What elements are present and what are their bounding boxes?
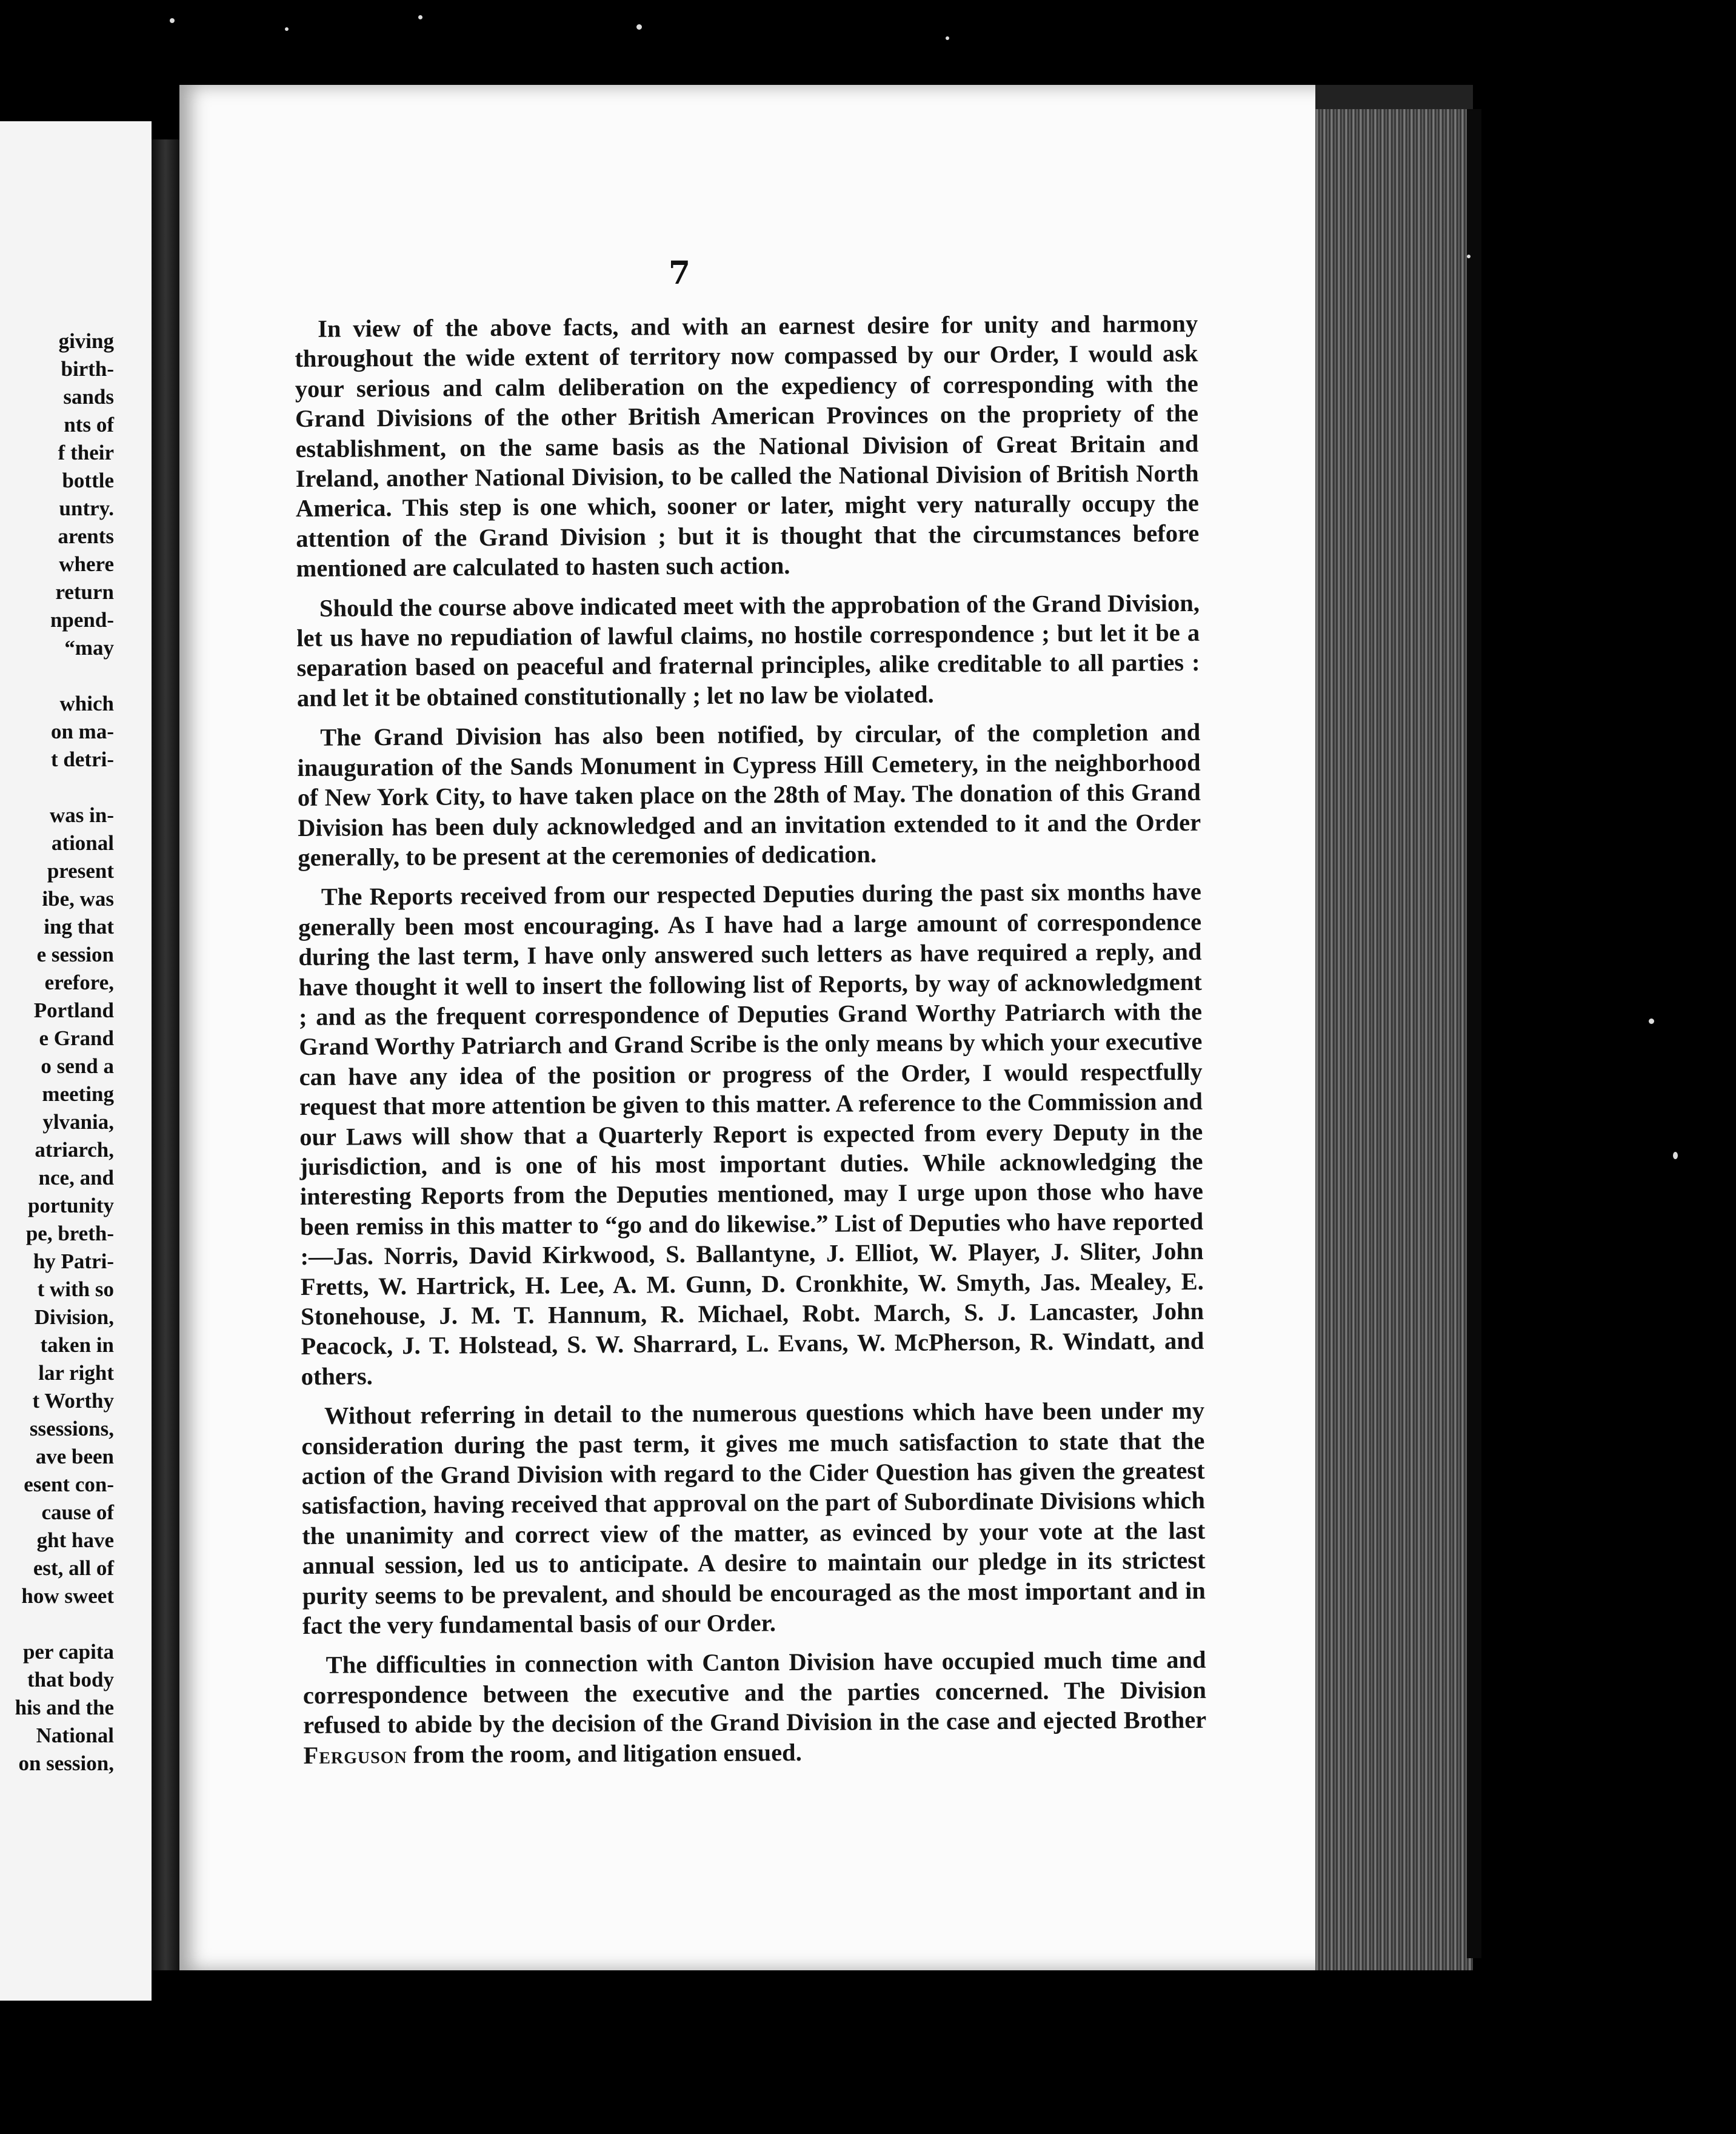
left-page-line: sands [63, 385, 114, 409]
left-page-text-fragments [0, 327, 152, 1778]
left-page-line: Division, [34, 1305, 114, 1329]
left-page-line: ght have [36, 1528, 114, 1552]
left-page-line: pe, breth- [25, 1222, 114, 1245]
left-page-line [0, 774, 152, 801]
left-page-line: where [59, 552, 114, 576]
paragraph-cider-question: Without referring in detail to the numerous questions which have been under my consideration during the past term, it gives me much satisfaction to state that the action of the Grand Division with regard to the Cider Question has given the greatest satisfaction, having received that approval on the part of Subordinate Divisions which the unanimity and correct view of the matter, as evinced by your vote at the last annual session, led us to anticipate. A desire to maintain our pledge in its strictest purity seems to be prevalent, and should be encouraged as the most important and in fact the very fundamental basis of our Order. [301, 1397, 1206, 1640]
scan-speck [285, 27, 289, 31]
left-page-line: cause of [41, 1500, 114, 1524]
left-page-line: how sweet [21, 1584, 114, 1608]
left-page-line: npend- [50, 608, 114, 632]
left-page-line: ibe, was [42, 887, 114, 911]
canton-text-end: from the room, and litigation ensued. [407, 1738, 802, 1768]
paragraph-separation: Should the course above indicated meet with the approbation of the Grand Division, let us have no repudiation of lawful claims, no hostile correspondence ; but let it be a separation based on peaceful and fraternal principles, alike creditable to all parties : and let it be obtained constitutionally ; let no law be violated. [296, 589, 1200, 712]
page-body-text [295, 309, 1207, 1780]
left-page-line: t detri- [51, 748, 114, 771]
book-gutter [152, 139, 179, 1970]
left-page-line: per capita [22, 1640, 114, 1664]
left-page-line: ing that [44, 915, 114, 938]
scan-speck [1649, 1018, 1654, 1024]
left-page-line: his and the [15, 1696, 114, 1719]
scan-speck [418, 15, 422, 19]
left-page-line: Portland [33, 998, 114, 1022]
left-page-line: ssessions, [29, 1417, 114, 1440]
left-page-line: ave been [35, 1445, 114, 1468]
left-page-line: portunity [28, 1194, 114, 1217]
name-ferguson: Ferguson [303, 1741, 407, 1769]
left-page-line: erefore, [44, 971, 114, 994]
left-page-line: which [59, 692, 114, 715]
left-page-line: taken in [40, 1333, 114, 1357]
left-page-line [0, 662, 152, 690]
left-page-line: untry. [59, 497, 114, 520]
left-page-line: “may [64, 636, 114, 660]
book-page-edges [1315, 85, 1473, 1970]
left-page-line: present [47, 859, 114, 883]
left-page-line: return [55, 580, 114, 604]
left-page-line: ational [51, 831, 114, 855]
scan-speck [170, 18, 175, 23]
scan-speck [946, 36, 949, 40]
left-page-line: t Worthy [32, 1389, 114, 1413]
paragraph-national-division: In view of the above facts, and with an earnest desire for unity and harmony throughout the wide extent of territory now compassed by our Order, I would ask your serious and calm deliberation on the expediency of corresponding with the Grand Divisions of the other British American Provinces on the propriety of the establishment, on the same basis as the National Division of Great Britain and Ireland, another National Division, to be called the National Division of British North America. This step is one which, sooner or later, might very naturally occupy the attention of the Grand Division ; but it is thought that the circumstances before mentioned are calculated to hasten such action. [295, 309, 1200, 583]
scan-speck [636, 24, 642, 30]
left-page-line: arents [58, 524, 114, 548]
main-page [179, 85, 1325, 1970]
left-page-line: ylvania, [42, 1110, 114, 1134]
left-page-line: was in- [50, 803, 114, 827]
scan-speck [1467, 255, 1471, 258]
left-page-line [0, 1610, 152, 1638]
scan-speck [1673, 1152, 1678, 1159]
book-cover-edge [1467, 109, 1481, 1958]
left-page-line: lar right [38, 1361, 114, 1385]
left-page-line: o send a [41, 1054, 114, 1078]
left-page-line: est, all of [33, 1556, 114, 1580]
left-page-line: nce, and [38, 1166, 114, 1189]
paragraph-sands-monument: The Grand Division has also been notified, by circular, of the completion and inauguration of the Sands Monument in Cypress Hill Cemetery, in the neighborhood of New York City, to have taken place on the 28th of May. The donation of this Grand Division has been duly acknowledged and an invitation extended to it and the Order generally, to be present at the ceremonies of dedication. [297, 718, 1201, 871]
left-page-line: nts of [64, 413, 114, 436]
left-page-line: t with so [37, 1277, 114, 1301]
book-page-edges-top [1315, 85, 1473, 109]
left-page-line: that body [27, 1668, 114, 1691]
left-page-line: on ma- [50, 720, 114, 743]
page-number: 7 [668, 255, 691, 292]
left-page-line: f their [58, 441, 114, 464]
left-page-line: hy Patri- [33, 1249, 114, 1273]
left-page-line: e Grand [39, 1026, 114, 1050]
left-page-line: meeting [42, 1082, 114, 1106]
left-page-line: esent con- [24, 1473, 114, 1496]
paragraph-canton-division [302, 1645, 1206, 1770]
left-page-line: birth- [61, 357, 114, 381]
canton-text-start: The difficulties in connection with Canton Division have occupied much time and correspondence between the executive and the parties concerned. The Division refused to abide by the decision of the Grand Division in the case and ejected Brother [302, 1646, 1207, 1739]
left-page-line: National [36, 1724, 114, 1747]
left-page-line: bottle [62, 469, 114, 492]
left-page-line: giving [58, 329, 114, 353]
left-page-line: e session [36, 943, 114, 966]
left-page-line: atriarch, [35, 1138, 114, 1162]
left-facing-page [0, 121, 152, 2001]
left-page-line: on session, [18, 1751, 114, 1775]
paragraph-deputies-reports: The Reports received from our respected Deputies during the past six months have generally been most encouraging. As I have had a large amount of correspondence during the last term, I have only answered such letters as have required a reply, and have thought it well to insert the following list of Reports, by way of acknowledgment ; and as the frequent correspondence of Deputies Grand Worthy Patriarch with the Grand Worthy Patriarch and Grand Scribe is the only means by which your executive can have any idea of the position or progress of the Order, I would respectfully request that more attention be given to this matter. A reference to the Commission and our Laws will show that a Quarterly Report is expected from every Deputy in the jurisdiction, and is one of his most important duties. While acknowledging the interesting Reports from the Deputies mentioned, may I urge upon those who have been remiss in this matter to “go and do likewise.” List of Deputies who have reported :—Jas. Norris, David Kirkwood, S. Ballantyne, J. Elliot, W. Player, J. Sliter, John Fretts, W. Hartrick, H. Lee, A. M. Gunn, D. Cronkhite, W. Smyth, Jas. Mealey, E. Stonehouse, J. M. T. Hannum, R. Michael, Robt. March, S. J. Lancaster, John Peacock, J. T. Holstead, S. W. Sharrard, L. Evans, W. McPherson, R. Windatt, and others. [298, 878, 1204, 1390]
